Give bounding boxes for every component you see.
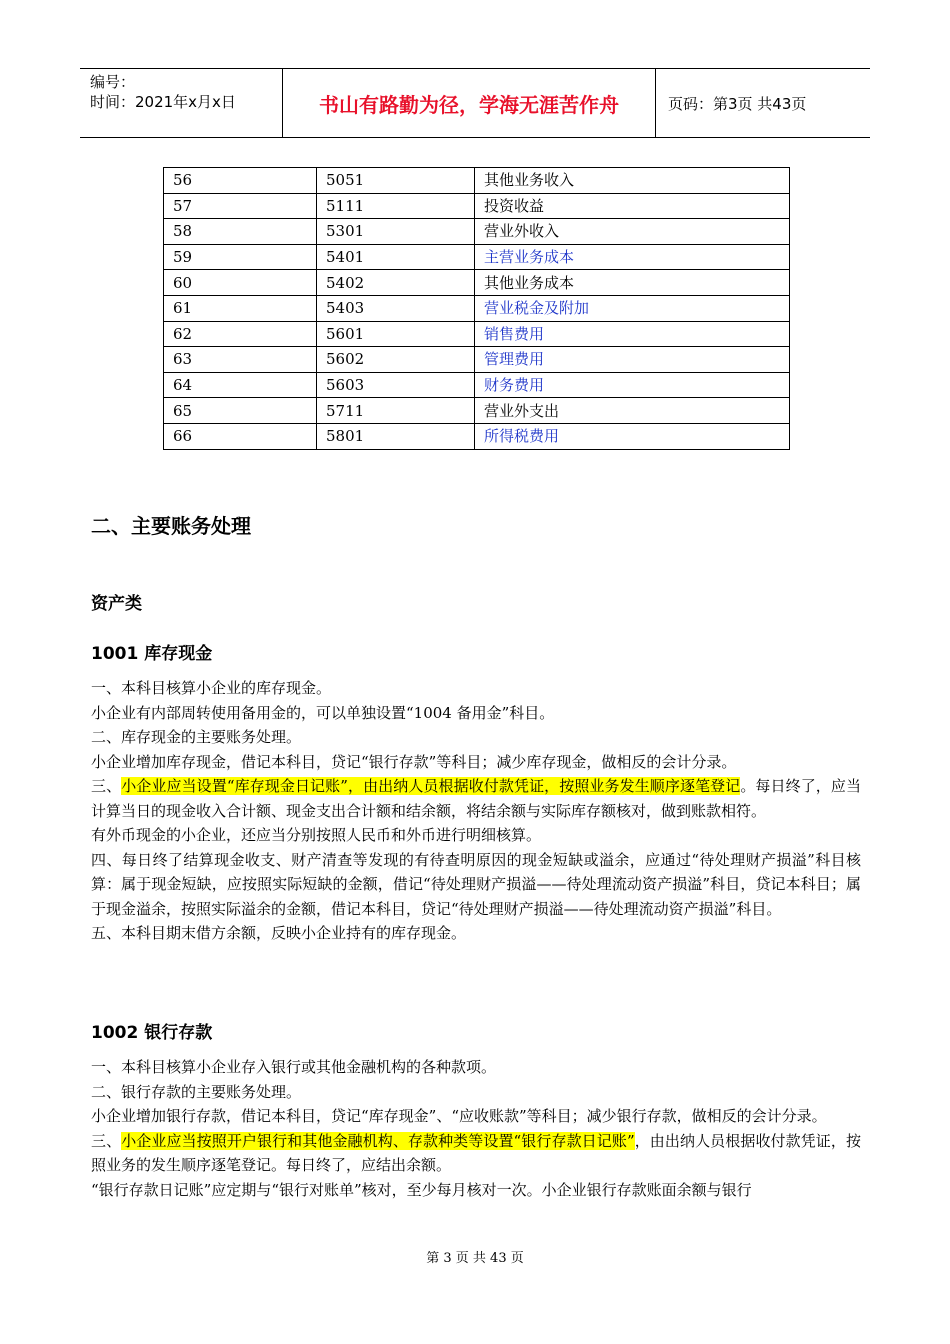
row-number-cell: 56 (164, 168, 317, 194)
row-number-cell: 61 (164, 295, 317, 321)
account-name-cell[interactable] (475, 423, 790, 449)
paragraph-prefix: 三、 (91, 777, 122, 795)
section-title: 二、主要账务处理 (91, 514, 251, 538)
account-name-cell (475, 270, 790, 296)
paragraph-prefix: 三、 (91, 1131, 122, 1150)
paragraph: 五、本科目期末借方余额，反映小企业持有的库存现金。 (91, 924, 467, 942)
account-code-cell: 5403 (317, 295, 475, 321)
table-row (164, 244, 790, 270)
category-title: 资产类 (91, 594, 142, 614)
row-number-cell: 63 (164, 347, 317, 373)
paragraph: 有外币现金的小企业，还应当分别按照人民币和外币进行明细核算。 (91, 826, 542, 844)
paragraph (91, 1129, 861, 1178)
row-number-cell: 60 (164, 270, 317, 296)
account-name: 营业外支出 (484, 401, 560, 420)
account-name-cell (475, 219, 790, 245)
account-table (163, 167, 790, 450)
table-row (164, 219, 790, 245)
table-row (164, 372, 790, 398)
row-number-cell: 64 (164, 372, 317, 398)
account-name-cell[interactable] (475, 347, 790, 373)
highlighted-text: 小企业应当按照开户银行和其他金融机构、存款种类等设置“银行存款日记账” (121, 1131, 635, 1150)
account-code-cell: 5301 (317, 219, 475, 245)
subsection-title-1002: 1002 银行存款 (91, 1023, 213, 1043)
account-name-link[interactable]: 管理费用 (484, 350, 545, 369)
page-header (80, 68, 870, 138)
table-row (164, 193, 790, 219)
account-code-cell: 5601 (317, 321, 475, 347)
section-1001-body (91, 676, 861, 946)
paragraph: 小企业增加库存现金，借记本科目，贷记“银行存款”等科目；减少库存现金，做相反的会计分录。 (91, 752, 737, 771)
table-row (164, 270, 790, 296)
header-motto: 书山有路勤为径，学海无涯苦作舟 (283, 69, 656, 137)
account-name: 其他业务成本 (484, 273, 575, 292)
row-number-cell: 57 (164, 193, 317, 219)
account-name-link[interactable]: 营业税金及附加 (484, 299, 590, 318)
account-code-cell: 5801 (317, 423, 475, 449)
account-name-link[interactable]: 销售费用 (484, 324, 545, 343)
row-number-cell: 59 (164, 244, 317, 270)
account-code-cell: 5402 (317, 270, 475, 296)
paragraph-suffix: 。每日终了，应当计算当日的现金收入合计额、现金支出合计额和结余额，将结余额与实际库存额核对，做到账款相符。 (91, 777, 861, 820)
page-footer: 第 3 页 共 43 页 (426, 1251, 524, 1266)
account-code-cell: 5603 (317, 372, 475, 398)
account-name: 其他业务收入 (484, 171, 575, 190)
table-row (164, 398, 790, 424)
account-name-link[interactable]: 主营业务成本 (484, 248, 575, 267)
header-page-info: 页码：第3页 共43页 (668, 94, 807, 113)
account-code-cell: 5051 (317, 168, 475, 194)
paragraph-suffix: ，由出纳人员根据收付款凭证，按照业务的发生顺序逐笔登记。每日终了，应结出余额。 (91, 1131, 861, 1174)
account-name-cell[interactable] (475, 372, 790, 398)
account-name-cell (475, 168, 790, 194)
account-table-body (164, 168, 790, 450)
table-row (164, 295, 790, 321)
account-name-cell[interactable] (475, 295, 790, 321)
account-name: 投资收益 (484, 196, 545, 215)
account-name: 营业外收入 (484, 222, 560, 241)
paragraph: 小企业增加银行存款，借记本科目，贷记“库存现金”、“应收账款”等科目；减少银行存款，做相反的会计分录。 (91, 1107, 827, 1125)
account-code-cell: 5111 (317, 193, 475, 219)
document-number: 编号： (90, 73, 136, 91)
paragraph: 二、库存现金的主要账务处理。 (91, 728, 302, 746)
paragraph: 一、本科目核算小企业的库存现金。 (91, 679, 332, 697)
account-code-cell: 5602 (317, 347, 475, 373)
table-row (164, 168, 790, 194)
paragraph: “银行存款日记账”应定期与“银行对账单”核对，至少每月核对一次。小企业银行存款账面余额与银行 (91, 1180, 752, 1199)
paragraph: 二、银行存款的主要账务处理。 (91, 1082, 302, 1101)
table-row (164, 423, 790, 449)
highlighted-text: 小企业应当设置“库存现金日记账”，由出纳人员根据收付款凭证，按照业务发生顺序逐笔登记 (121, 777, 741, 795)
account-name-cell[interactable] (475, 321, 790, 347)
table-row (164, 321, 790, 347)
row-number-cell: 62 (164, 321, 317, 347)
row-number-cell: 65 (164, 398, 317, 424)
document-time: 时间：2021年x月x日 (90, 93, 236, 111)
paragraph: 一、本科目核算小企业存入银行或其他金融机构的各种款项。 (91, 1058, 497, 1076)
account-code-cell: 5711 (317, 398, 475, 424)
row-number-cell: 58 (164, 219, 317, 245)
subsection-title-1001: 1001 库存现金 (91, 644, 213, 664)
row-number-cell: 66 (164, 423, 317, 449)
account-code-cell: 5401 (317, 244, 475, 270)
section-1002-body (91, 1055, 861, 1202)
header-meta (80, 69, 283, 137)
account-name-cell (475, 193, 790, 219)
paragraph: 四、每日终了结算现金收支、财产清查等发现的有待查明原因的现金短缺或溢余，应通过“待处理财产损溢”科目核算：属于现金短缺，应按照实际短缺的金额，借记“待处理财产损溢——待处理流动资产损溢”科目，贷记本科目；属于现金溢余，按照实际溢余的金额，借记本科目，贷记“待处理财产损溢——待处理流动资产损溢”科目。 (91, 850, 861, 918)
account-name-cell (475, 398, 790, 424)
paragraph: 小企业有内部周转使用备用金的，可以单独设置“1004 备用金”科目。 (91, 703, 555, 722)
account-name-cell[interactable] (475, 244, 790, 270)
table-row (164, 347, 790, 373)
account-name-link[interactable]: 所得税费用 (484, 427, 560, 446)
paragraph (91, 774, 861, 823)
account-name-link[interactable]: 财务费用 (484, 376, 545, 395)
